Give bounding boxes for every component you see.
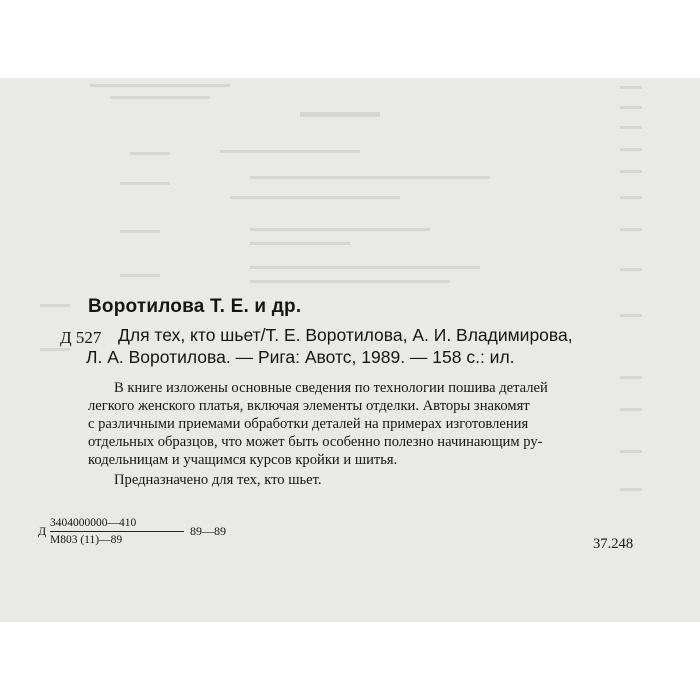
classification-code: 37.248 — [593, 536, 634, 552]
index-fraction — [50, 516, 180, 530]
annotation-line: с различными приемами обработки деталей на примерах изготовления — [88, 416, 529, 432]
catalog-code: Д 527 — [60, 328, 102, 347]
index-denominator: М803 (11)—89 — [50, 534, 123, 546]
annotation-line: отдельных образцов, что может быть особенно полезно начинающим ру- — [88, 434, 543, 450]
annotation-line: В книге изложены основные сведения по технологии пошива деталей — [114, 380, 548, 396]
author-heading: Воротилова Т. Е. и др. — [88, 296, 302, 317]
index-numerator: 3404000000—410 — [50, 517, 137, 529]
annotation-line: кодельницам и учащимся курсов кройки и шитья. — [88, 452, 398, 468]
entry-line: Л. А. Воротилова. — Рига: Авотс, 1989. — 158 с.: ил. — [86, 347, 515, 367]
bibliographic-entry — [86, 324, 658, 368]
annotation-line: легкого женского платья, включая элементы отделки. Авторы знакомят — [88, 398, 530, 414]
catalog-card-page — [0, 78, 700, 622]
annotation-paragraph — [88, 379, 662, 469]
entry-line: Для тех, кто шьет/Т. Е. Воротилова, А. И. Владимирова, — [118, 325, 573, 345]
index-letter: Д — [38, 524, 47, 538]
purpose-statement: Предназначено для тех, кто шьет. — [114, 472, 322, 488]
fraction-rule — [50, 531, 184, 532]
index-year: 89—89 — [190, 524, 226, 538]
